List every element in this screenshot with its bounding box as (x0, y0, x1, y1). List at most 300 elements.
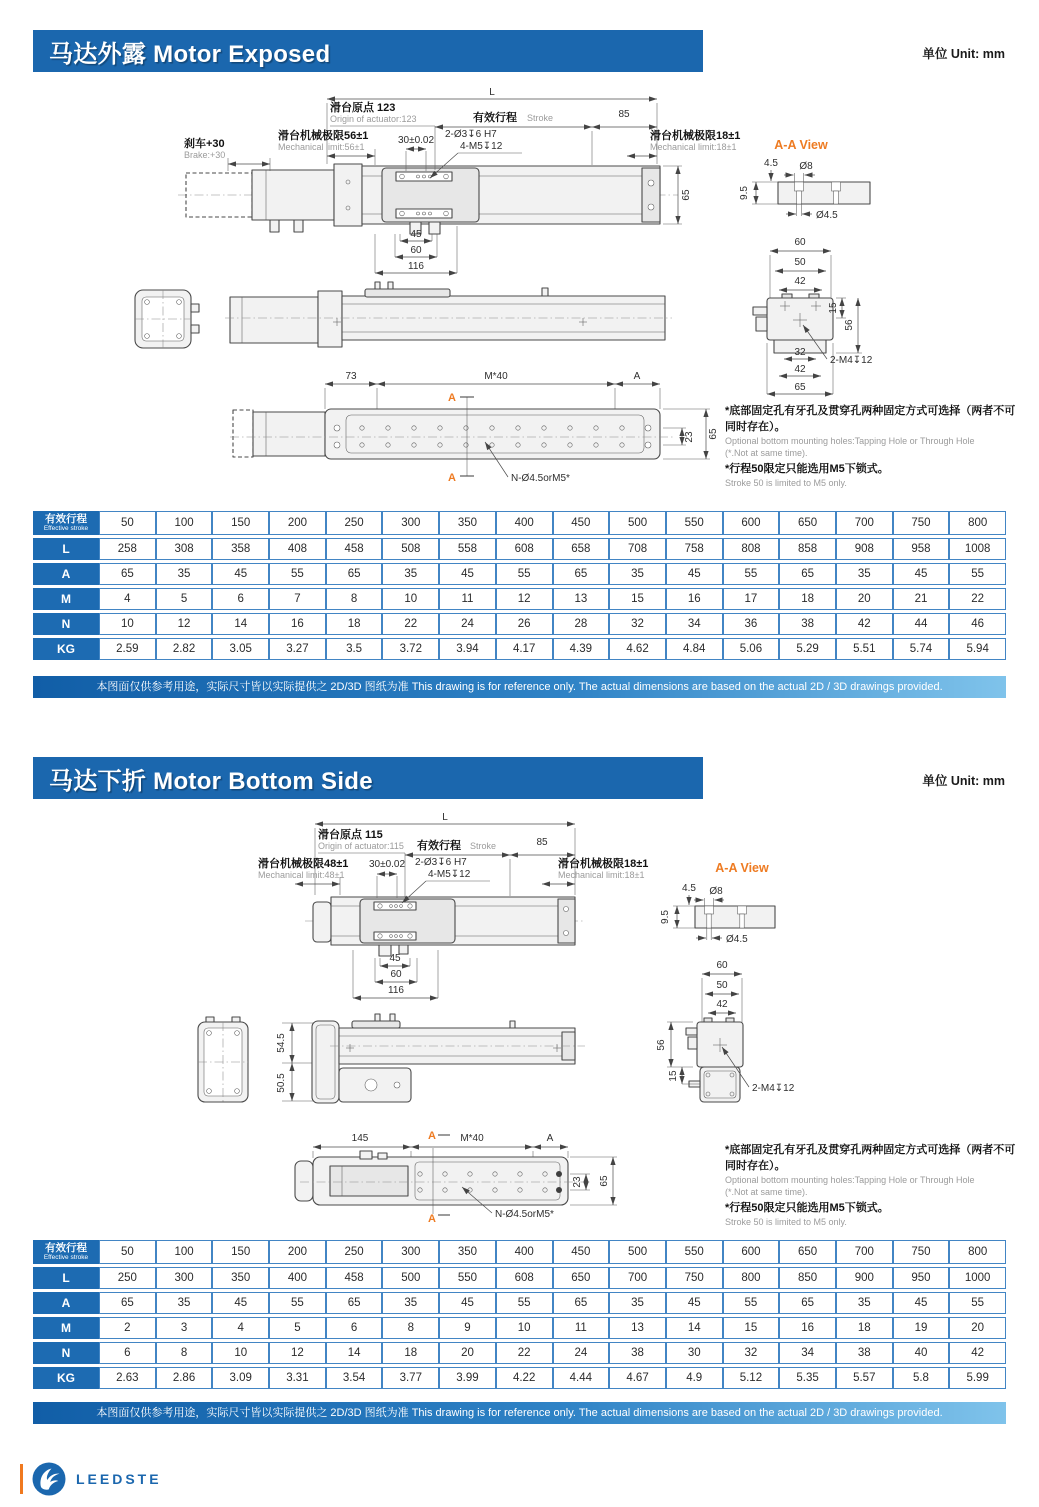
section-title-motor-bottom (33, 757, 703, 799)
mech-limit-right-zh: 滑台机械极限18±1 (650, 130, 741, 142)
value-cell: 9 (439, 1317, 496, 1339)
section-marker-a-bottom: A (428, 1213, 436, 1225)
value-cell: 55 (723, 563, 780, 585)
value-cell: 650 (553, 1267, 610, 1289)
value-cell: 20 (949, 1317, 1006, 1339)
value-cell: 65 (553, 1292, 610, 1314)
value-cell: 18 (326, 613, 383, 635)
value-cell: 11 (553, 1317, 610, 1339)
exposed-bottom-view (230, 371, 719, 484)
bottom-top-view (305, 897, 585, 956)
stroke-value-cell: 700 (836, 511, 893, 535)
value-cell: 38 (836, 1342, 893, 1364)
stroke-value-cell: 550 (666, 511, 723, 535)
row-label-cell: KG (33, 1367, 99, 1389)
section-title-text: 马达下折 Motor Bottom Side (49, 767, 373, 795)
value-cell: 508 (382, 538, 439, 560)
stroke-value-cell: 200 (269, 1240, 326, 1264)
value-cell: 908 (836, 538, 893, 560)
note-en-2: (*.Not at same time). (725, 1187, 808, 1197)
value-cell: 3.27 (269, 638, 326, 660)
value-cell: 2.59 (99, 638, 156, 660)
aa-view-title: A-A View (774, 138, 828, 152)
section-marker-a-top: A (428, 1130, 436, 1142)
bottom-bottom-view (295, 1130, 617, 1225)
spec-row (33, 1267, 1006, 1289)
value-cell: 45 (212, 1292, 269, 1314)
dim-54-5: 54.5 (276, 1033, 287, 1053)
stroke-value-cell: 600 (723, 511, 780, 535)
value-cell: 5.94 (949, 638, 1006, 660)
value-cell: 4.67 (609, 1367, 666, 1389)
mounting-notes (725, 403, 1015, 488)
value-cell: 4 (212, 1317, 269, 1339)
value-cell: 5.35 (779, 1367, 836, 1389)
aa-holes-callout: 2-M4↧12 (830, 355, 873, 366)
note-en-1: Optional bottom mounting holes:Tapping Hole or Through Hole (725, 1175, 975, 1185)
mounting-notes-2 (725, 1142, 1015, 1227)
value-cell: 458 (326, 538, 383, 560)
value-cell: 750 (666, 1267, 723, 1289)
value-cell: 3.31 (269, 1367, 326, 1389)
unit-label: 单位 Unit: mm (922, 47, 1005, 61)
mech-limit-left-zh: 滑台机械极限56±1 (278, 130, 369, 142)
value-cell: 12 (496, 588, 553, 610)
stroke-header-row (33, 511, 1006, 535)
value-cell: 10 (382, 588, 439, 610)
aa-dim-15: 15 (828, 302, 839, 314)
value-cell: 3.94 (439, 638, 496, 660)
value-cell: 35 (609, 1292, 666, 1314)
aa-dim-65: 65 (794, 382, 806, 393)
spec-row (33, 588, 1006, 610)
hole-pattern-callout: N-Ø4.5orM5* (495, 1209, 554, 1220)
value-cell: 608 (496, 538, 553, 560)
dim-45: 45 (389, 953, 401, 964)
value-cell: 15 (723, 1317, 780, 1339)
dim-60: 60 (390, 969, 402, 980)
dim-4-5: 4.5 (764, 158, 778, 169)
hole-callout-2: 4-M5↧12 (428, 869, 471, 880)
value-cell: 3.99 (439, 1367, 496, 1389)
aa-dim-50: 50 (716, 980, 728, 991)
value-cell: 19 (893, 1317, 950, 1339)
brake-label-zh: 刹车+30 (184, 138, 225, 150)
value-cell: 4.62 (609, 638, 666, 660)
dim-M40: M*40 (460, 1133, 484, 1144)
value-cell: 8 (382, 1317, 439, 1339)
spec-row (33, 1292, 1006, 1314)
value-cell: 658 (553, 538, 610, 560)
value-cell: 65 (99, 563, 156, 585)
motor-exposed-drawing (30, 85, 1039, 507)
value-cell: 34 (779, 1342, 836, 1364)
value-cell: 8 (156, 1342, 213, 1364)
value-cell: 4.39 (553, 638, 610, 660)
leedste-wordmark: LEEDSTE (76, 1471, 162, 1487)
origin-label-en: Origin of actuator:115 (318, 841, 404, 851)
value-cell: 5 (156, 588, 213, 610)
value-cell: 3 (156, 1317, 213, 1339)
dim-L: L (489, 87, 495, 98)
section-marker-a-bottom: A (448, 472, 456, 484)
value-cell: 16 (779, 1317, 836, 1339)
value-cell: 35 (382, 563, 439, 585)
value-cell: 20 (439, 1342, 496, 1364)
aa-dim-42b: 42 (794, 364, 806, 375)
row-label-cell: KG (33, 638, 99, 660)
spec-row (33, 538, 1006, 560)
value-cell: 35 (382, 1292, 439, 1314)
value-cell: 758 (666, 538, 723, 560)
note-zh-1: *底部固定孔有牙孔及贯穿孔两种固定方式可选择（两者不可 (725, 405, 1016, 417)
stroke-label-en: Stroke (470, 841, 497, 851)
value-cell: 3.05 (212, 638, 269, 660)
value-cell: 35 (836, 1292, 893, 1314)
stroke-header-cell: 有效行程 Effective stroke (33, 511, 99, 535)
value-cell: 55 (949, 563, 1006, 585)
value-cell: 8 (326, 588, 383, 610)
value-cell: 55 (269, 563, 326, 585)
stroke-value-cell: 250 (326, 1240, 383, 1264)
value-cell: 4.22 (496, 1367, 553, 1389)
dim-65-plan: 65 (599, 1175, 610, 1187)
value-cell: 28 (553, 613, 610, 635)
dim-45: 45 (410, 229, 422, 240)
value-cell: 45 (666, 1292, 723, 1314)
dim-9-5: 9.5 (660, 910, 671, 924)
section-title-text: 马达外露 Motor Exposed (49, 40, 331, 68)
note-zh-2: 同时存在）。 (725, 1160, 786, 1172)
value-cell: 400 (269, 1267, 326, 1289)
value-cell: 42 (836, 613, 893, 635)
value-cell: 608 (496, 1267, 553, 1289)
dim-M40: M*40 (484, 371, 508, 382)
dim-60: 60 (410, 245, 422, 256)
value-cell: 18 (779, 588, 836, 610)
value-cell: 700 (609, 1267, 666, 1289)
stroke-value-cell: 300 (382, 511, 439, 535)
dim-o4-5: Ø4.5 (726, 934, 748, 945)
stroke-value-cell: 50 (99, 511, 156, 535)
value-cell: 2.82 (156, 638, 213, 660)
hole-pattern-callout: N-Ø4.5orM5* (511, 473, 570, 484)
stroke-value-cell: 750 (893, 511, 950, 535)
value-cell: 20 (836, 588, 893, 610)
value-cell: 5.57 (836, 1367, 893, 1389)
value-cell: 258 (99, 538, 156, 560)
stroke-value-cell: 100 (156, 511, 213, 535)
value-cell: 14 (326, 1342, 383, 1364)
value-cell: 4.17 (496, 638, 553, 660)
aa-dim-15: 15 (668, 1070, 679, 1082)
mech-limit-right-en: Mechanical limit:18±1 (650, 142, 737, 152)
aa-holes-callout: 2-M4↧12 (752, 1083, 795, 1094)
value-cell: 5.06 (723, 638, 780, 660)
mech-limit-left-en: Mechanical limit:56±1 (278, 142, 365, 152)
value-cell: 2.63 (99, 1367, 156, 1389)
note-zh-3: *行程50限定只能选用M5下锁式。 (725, 463, 889, 475)
aa-dim-42: 42 (716, 999, 728, 1010)
value-cell: 45 (893, 563, 950, 585)
row-label-cell: N (33, 613, 99, 635)
value-cell: 5 (269, 1317, 326, 1339)
value-cell: 250 (99, 1267, 156, 1289)
dim-145: 145 (351, 1133, 369, 1144)
value-cell: 35 (156, 1292, 213, 1314)
section-title-motor-exposed (33, 30, 703, 72)
stroke-value-cell: 600 (723, 1240, 780, 1264)
value-cell: 358 (212, 538, 269, 560)
value-cell: 65 (779, 1292, 836, 1314)
value-cell: 65 (553, 563, 610, 585)
value-cell: 45 (212, 563, 269, 585)
value-cell: 21 (893, 588, 950, 610)
value-cell: 18 (382, 1342, 439, 1364)
stroke-value-cell: 800 (949, 1240, 1006, 1264)
bottom-middle-view (198, 1014, 585, 1103)
dim-65-height: 65 (681, 189, 692, 201)
spec-table-motor-bottom (33, 1237, 1006, 1392)
stroke-header-cell: 有效行程 Effective stroke (33, 1240, 99, 1264)
mech-limit-right-zh: 滑台机械极限18±1 (558, 858, 649, 870)
aa-dim-42: 42 (794, 276, 806, 287)
stroke-value-cell: 450 (553, 511, 610, 535)
value-cell: 4.44 (553, 1367, 610, 1389)
dim-o8: Ø8 (709, 886, 723, 897)
footer-logo (20, 1460, 162, 1498)
stroke-value-cell: 50 (99, 1240, 156, 1264)
aa-dim-60: 60 (716, 960, 728, 971)
value-cell: 34 (666, 613, 723, 635)
value-cell: 45 (666, 563, 723, 585)
hole-callout-2: 4-M5↧12 (460, 141, 503, 152)
value-cell: 10 (496, 1317, 553, 1339)
exposed-aa-view (739, 138, 873, 394)
value-cell: 14 (666, 1317, 723, 1339)
stroke-value-cell: 750 (893, 1240, 950, 1264)
origin-label-en: Origin of actuator:123 (330, 114, 417, 124)
unit-label-2: 单位 Unit: mm (922, 774, 1005, 788)
value-cell: 24 (553, 1342, 610, 1364)
row-label-cell: M (33, 1317, 99, 1339)
dim-85: 85 (536, 837, 548, 848)
value-cell: 55 (496, 1292, 553, 1314)
section-marker-a-top: A (448, 392, 456, 404)
value-cell: 15 (609, 588, 666, 610)
value-cell: 46 (949, 613, 1006, 635)
dim-23: 23 (572, 1176, 583, 1188)
stroke-value-cell: 300 (382, 1240, 439, 1264)
value-cell: 2.86 (156, 1367, 213, 1389)
value-cell: 458 (326, 1267, 383, 1289)
value-cell: 38 (779, 613, 836, 635)
spec-row (33, 1342, 1006, 1364)
value-cell: 44 (893, 613, 950, 635)
value-cell: 800 (723, 1267, 780, 1289)
dim-o4-5: Ø4.5 (816, 210, 838, 221)
stroke-value-cell: 250 (326, 511, 383, 535)
value-cell: 30 (666, 1342, 723, 1364)
value-cell: 55 (949, 1292, 1006, 1314)
value-cell: 36 (723, 613, 780, 635)
dim-73: 73 (345, 371, 357, 382)
value-cell: 55 (723, 1292, 780, 1314)
note-en-1: Optional bottom mounting holes:Tapping Hole or Through Hole (725, 436, 975, 446)
spec-row (33, 638, 1006, 660)
value-cell: 850 (779, 1267, 836, 1289)
note-en-3: Stroke 50 is limited to M5 only. (725, 1217, 847, 1227)
row-label-cell: A (33, 563, 99, 585)
dim-4-5: 4.5 (682, 883, 696, 894)
value-cell: 2 (99, 1317, 156, 1339)
stroke-value-cell: 650 (779, 1240, 836, 1264)
value-cell: 11 (439, 588, 496, 610)
value-cell: 5.99 (949, 1367, 1006, 1389)
value-cell: 5.12 (723, 1367, 780, 1389)
origin-label-zh: 滑台原点 123 (330, 102, 396, 114)
dim-116: 116 (388, 985, 404, 996)
value-cell: 42 (949, 1342, 1006, 1364)
value-cell: 35 (609, 563, 666, 585)
aa-dim-50: 50 (794, 257, 806, 268)
value-cell: 350 (212, 1267, 269, 1289)
aa-view-title: A-A View (715, 861, 769, 875)
value-cell: 500 (382, 1267, 439, 1289)
stroke-value-cell: 800 (949, 511, 1006, 535)
row-label-cell: A (33, 1292, 99, 1314)
hole-callout-1: 2-Ø3↧6 H7 (415, 857, 467, 868)
stroke-label-en: Stroke (527, 113, 554, 123)
value-cell: 4 (99, 588, 156, 610)
stroke-value-cell: 350 (439, 1240, 496, 1264)
value-cell: 558 (439, 538, 496, 560)
dim-30: 30±0.02 (397, 135, 435, 146)
stroke-value-cell: 200 (269, 511, 326, 535)
stroke-value-cell: 150 (212, 1240, 269, 1264)
value-cell: 3.77 (382, 1367, 439, 1389)
spec-row (33, 1367, 1006, 1389)
note-zh-1: *底部固定孔有牙孔及贯穿孔两种固定方式可选择（两者不可 (725, 1144, 1016, 1156)
value-cell: 6 (326, 1317, 383, 1339)
leedste-logo-icon (31, 1461, 67, 1497)
value-cell: 5.51 (836, 638, 893, 660)
brake-label-en: Brake:+30 (184, 150, 226, 160)
value-cell: 1000 (949, 1267, 1006, 1289)
aa-dim-32: 32 (794, 347, 806, 358)
value-cell: 3.72 (382, 638, 439, 660)
value-cell: 18 (836, 1317, 893, 1339)
value-cell: 13 (609, 1317, 666, 1339)
spec-row (33, 563, 1006, 585)
bottom-aa-view (656, 861, 795, 1102)
value-cell: 17 (723, 588, 780, 610)
stroke-header-row (33, 1240, 1006, 1264)
value-cell: 35 (836, 563, 893, 585)
value-cell: 22 (382, 613, 439, 635)
dim-85: 85 (618, 109, 630, 120)
stroke-value-cell: 550 (666, 1240, 723, 1264)
value-cell: 65 (99, 1292, 156, 1314)
row-label-cell: L (33, 538, 99, 560)
dim-30: 30±0.02 (368, 859, 406, 870)
spec-table-motor-exposed (33, 508, 1006, 663)
motor-bottom-drawing (30, 810, 1039, 1240)
aa-dim-56: 56 (656, 1039, 667, 1051)
value-cell: 55 (496, 563, 553, 585)
value-cell: 26 (496, 613, 553, 635)
value-cell: 22 (496, 1342, 553, 1364)
stroke-value-cell: 400 (496, 1240, 553, 1264)
value-cell: 6 (212, 588, 269, 610)
row-label-cell: L (33, 1267, 99, 1289)
mech-limit-left-en: Mechanical limit:48±1 (258, 870, 345, 880)
dim-50-5: 50.5 (276, 1073, 287, 1093)
dim-L: L (442, 812, 448, 823)
value-cell: 22 (949, 588, 1006, 610)
value-cell: 1008 (949, 538, 1006, 560)
value-cell: 32 (609, 613, 666, 635)
value-cell: 13 (553, 588, 610, 610)
value-cell: 45 (439, 563, 496, 585)
value-cell: 65 (326, 1292, 383, 1314)
value-cell: 7 (269, 588, 326, 610)
value-cell: 858 (779, 538, 836, 560)
value-cell: 3.5 (326, 638, 383, 660)
value-cell: 16 (666, 588, 723, 610)
origin-label-zh: 滑台原点 115 (318, 829, 383, 841)
value-cell: 10 (99, 613, 156, 635)
value-cell: 45 (439, 1292, 496, 1314)
value-cell: 65 (326, 563, 383, 585)
note-en-3: Stroke 50 is limited to M5 only. (725, 478, 847, 488)
hole-callout-1: 2-Ø3↧6 H7 (445, 129, 497, 140)
value-cell: 10 (212, 1342, 269, 1364)
value-cell: 65 (779, 563, 836, 585)
disclaimer-bar-1: 本图面仅供参考用途，实际尺寸皆以实际提供之 2D/3D 图纸为准 This drawing is for reference only. The actual dimensions are based on the actual 2D / 3D drawings provided. (33, 676, 1006, 698)
value-cell: 3.54 (326, 1367, 383, 1389)
disclaimer-bar-2: 本图面仅供参考用途，实际尺寸皆以实际提供之 2D/3D 图纸为准 This drawing is for reference only. The actual dimensions are based on the actual 2D / 3D drawings provided. (33, 1402, 1006, 1424)
stroke-value-cell: 350 (439, 511, 496, 535)
value-cell: 5.74 (893, 638, 950, 660)
exposed-middle-view (135, 282, 672, 348)
value-cell: 12 (156, 613, 213, 635)
dim-9-5: 9.5 (739, 186, 750, 200)
dim-A: A (546, 1133, 554, 1144)
dim-116: 116 (408, 261, 424, 272)
value-cell: 300 (156, 1267, 213, 1289)
value-cell: 950 (893, 1267, 950, 1289)
stroke-value-cell: 700 (836, 1240, 893, 1264)
value-cell: 550 (439, 1267, 496, 1289)
value-cell: 24 (439, 613, 496, 635)
exposed-top-view (178, 164, 678, 234)
mech-limit-left-zh: 滑台机械极限48±1 (258, 858, 349, 870)
note-zh-2: 同时存在）。 (725, 421, 786, 433)
aa-dim-56: 56 (844, 319, 855, 331)
row-label-cell: M (33, 588, 99, 610)
mech-limit-right-en: Mechanical limit:18±1 (558, 870, 645, 880)
dim-23: 23 (684, 431, 695, 443)
value-cell: 900 (836, 1267, 893, 1289)
stroke-value-cell: 400 (496, 511, 553, 535)
stroke-label-zh: 有效行程 (473, 112, 517, 124)
value-cell: 5.8 (893, 1367, 950, 1389)
value-cell: 14 (212, 613, 269, 635)
stroke-value-cell: 650 (779, 511, 836, 535)
value-cell: 958 (893, 538, 950, 560)
value-cell: 32 (723, 1342, 780, 1364)
